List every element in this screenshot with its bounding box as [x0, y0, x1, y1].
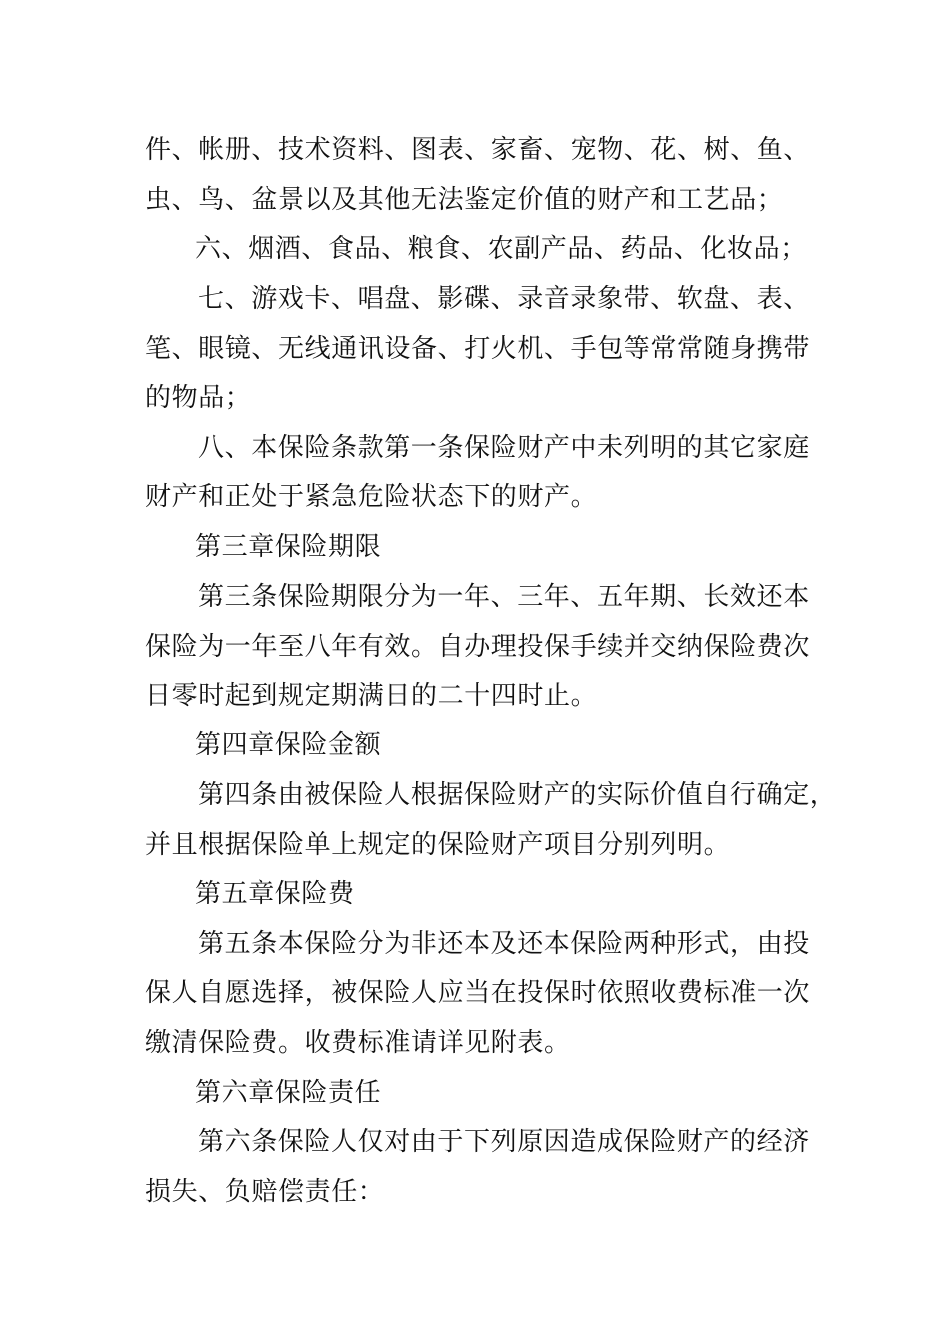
text-line: 件、帐册、技术资料、图表、家畜、宠物、花、树、鱼、	[145, 135, 811, 165]
text-line: 财产和正处于紧急危险状态下的财产。	[145, 482, 598, 512]
text-line: 虫、鸟、盆景以及其他无法鉴定价值的财产和工艺品；	[145, 185, 784, 215]
text-line: 并且根据保险单上规定的保险财产项目分别列明。	[145, 830, 731, 860]
chapter-heading: 第四章保险金额	[195, 730, 382, 760]
text-line: 六、烟酒、食品、粮食、农副产品、药品、化妆品；	[195, 234, 807, 264]
text-line: 第六条保险人仅对由于下列原因造成保险财产的经济	[198, 1127, 810, 1157]
text-line: 损失、负赔偿责任：	[145, 1177, 385, 1207]
text-line: 七、游戏卡、唱盘、影碟、录音录象带、软盘、表、	[198, 284, 810, 314]
text-line: 笔、眼镜、无线通讯设备、打火机、手包等常常随身携带	[145, 334, 811, 364]
chapter-heading: 第三章保险期限	[195, 532, 382, 562]
chapter-heading: 第五章保险费	[195, 879, 355, 909]
text-line: 日零时起到规定期满日的二十四时止。	[145, 681, 598, 711]
text-line: 缴清保险费。收费标准请详见附表。	[145, 1028, 571, 1058]
text-line: 八、本保险条款第一条保险财产中未列明的其它家庭	[198, 433, 810, 463]
text-line: 保险为一年至八年有效。自办理投保手续并交纳保险费次	[145, 632, 811, 662]
text-line: 的物品；	[145, 383, 252, 413]
text-line: 第三条保险期限分为一年、三年、五年期、长效还本	[198, 582, 810, 612]
chapter-heading: 第六章保险责任	[195, 1078, 382, 1108]
text-line: 保人自愿选择，被保险人应当在投保时依照收费标准一次	[145, 978, 811, 1008]
text-line: 第五条本保险分为非还本及还本保险两种形式，由投	[198, 929, 810, 959]
text-line: 第四条由被保险人根据保险财产的实际价值自行确定，	[198, 780, 837, 810]
